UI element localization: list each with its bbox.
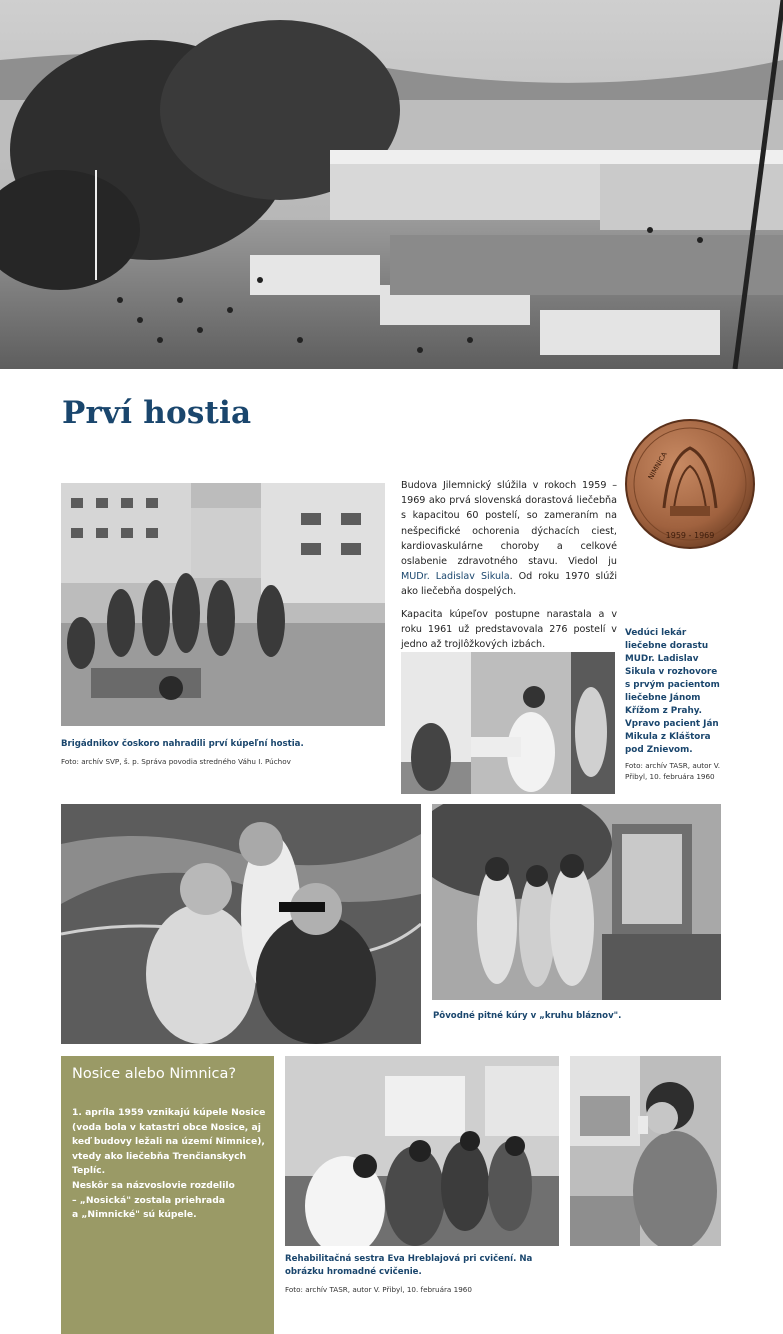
medal-years: 1959 - 1969	[665, 531, 715, 540]
caption-drinking-cure: Pôvodné pitné kúry v „kruhu bláznov".	[433, 1011, 622, 1021]
sidebar-paragraph-4: a „Nimnické" sú kúpele.	[72, 1209, 197, 1221]
credit-workers: Foto: archív SVP, š. p. Správa povodia stredného Váhu I. Púchov	[61, 757, 291, 766]
intro-paragraph-2: Kapacita kúpeľov postupne narastala a v roku 1961 už predstavovala 276 postelí v jedno až trojlôžkových izbách.	[401, 608, 617, 651]
photo-women-on-boat	[61, 804, 421, 1044]
medal-top-text: NIMNICA	[646, 450, 669, 481]
photo-drinking-cure	[432, 804, 721, 1000]
doctor-name-highlight: MUDr. Ladislav Sikula	[401, 571, 510, 583]
photo-doctor-with-patient	[401, 652, 615, 794]
sidebar-paragraph-3: – „Nosická" zostala priehrada	[72, 1194, 225, 1206]
sidebar-text	[72, 1106, 267, 1223]
intro-paragraph-1: Budova Jilemnický slúžila v rokoch 1959 – 1969 ako prvá slovenská dorastová liečebňa s kapacitou 60 postelí, so zameraním na nešpecifické ochorenia dýchacích ciest, kardiovaskulárne choroby a celkové oslabenie zdravotného stavu. Viedol ju MUDr. Ladislav Sikula. Od roku 1970 slúži ako liečebňa dospelých.	[401, 480, 617, 598]
intro-text	[401, 478, 617, 659]
sidebar-title: Nosice alebo Nimnica?	[72, 1066, 237, 1082]
sidebar-nosice-nimnica	[61, 1056, 274, 1334]
credit-exercise: Foto: archív TASR, autor V. Přibyl, 10. februára 1960	[285, 1285, 472, 1294]
caption-exercise: Rehabilitačná sestra Eva Hreblajová pri cvičení. Na obrázku hromadné cvičenie. Foto: archív TASR, autor V. Přibyl, 10. februára 1960	[285, 1253, 565, 1295]
hero-photo-spa-terrace	[0, 0, 783, 369]
photo-woman-drinking	[570, 1056, 721, 1246]
sidebar-paragraph-1: 1. apríla 1959 vznikajú kúpele Nosice (voda bola v katastri obce Nosice, aj keď budovy ležali na území Nimnice), vtedy ako liečebňa Trenčianskych Teplíc.	[72, 1107, 266, 1177]
page-title: Prví hostia	[62, 395, 252, 431]
commemorative-medal	[624, 418, 756, 550]
sidebar-paragraph-2: Neskôr sa názvoslovie rozdelilo	[72, 1179, 235, 1191]
photo-volunteer-workers	[61, 483, 385, 726]
caption-workers: Brigádnikov čoskoro nahradili prví kúpeľní hostia. Foto: archív SVP, š. p. Správa povodia stredného Váhu I. Púchov	[61, 738, 385, 767]
photo-group-exercise	[285, 1056, 559, 1246]
caption-doctor: Vedúci lekár liečebne dorastu MUDr. Ladislav Sikula v rozhovore s prvým pacientom liečebne Jánom Křížom z Prahy. Vpravo pacient Ján Mikula z Kláštora pod Znievom. Foto: archív TASR, autor V. Přibyl, 10. februára 1960	[625, 627, 725, 782]
credit-doctor: Foto: archív TASR, autor V. Přibyl, 10. februára 1960	[625, 761, 721, 781]
